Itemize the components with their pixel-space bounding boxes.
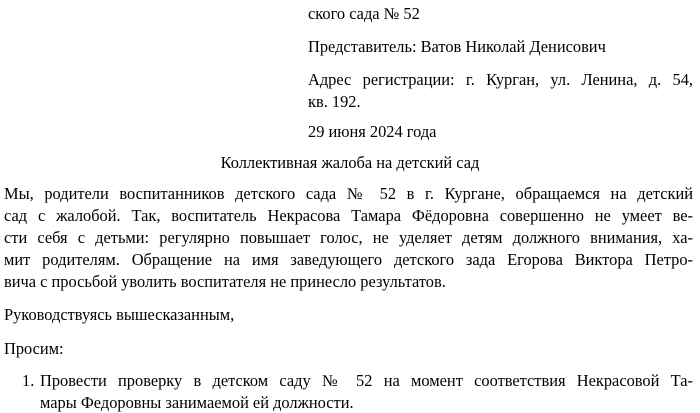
body-line-2: сад с жалобой. Так, воспитатель Некрасова Тамара Фёдоровна совершенно не умеет ве- [4, 206, 693, 225]
body-line-5: вича с просьбой уволить воспитателя не принесло результатов. [4, 272, 446, 291]
addressee-tail: ского сада № 52 [308, 4, 420, 23]
list-item-number: 1. [22, 371, 35, 390]
guided-phrase: Руководствуясь вышесказанным, [4, 305, 235, 324]
document-title: Коллективная жалоба на детский сад [220, 153, 480, 172]
address-line-2: кв. 192. [308, 92, 361, 111]
body-line-1: Мы, родители воспитанников детского сада № 52 в г. Кургане, обращаемся на детский [4, 184, 693, 203]
list-item-text-line-2: мары Федоровны занимаемой ей должности. [40, 393, 354, 412]
representative: Представитель: Ватов Николай Денисович [308, 37, 606, 56]
body-line-3: сти себя с детьми: регулярно повышает голос, не уделяет детям должного внимания, ха- [4, 228, 693, 247]
date: 29 июня 2024 года [308, 122, 437, 141]
request-heading: Просим: [4, 339, 64, 358]
body-line-4: мит родителям. Обращение на имя заведующего детского зада Егорова Виктора Петро- [4, 250, 693, 269]
list-item-text-line-1: Провести проверку в детском саду № 52 на момент соответствия Некрасовой Та- [40, 371, 693, 390]
address-line-1: Адрес регистрации: г. Курган, ул. Ленина, д. 54, [308, 70, 693, 89]
list-item [22, 371, 693, 391]
